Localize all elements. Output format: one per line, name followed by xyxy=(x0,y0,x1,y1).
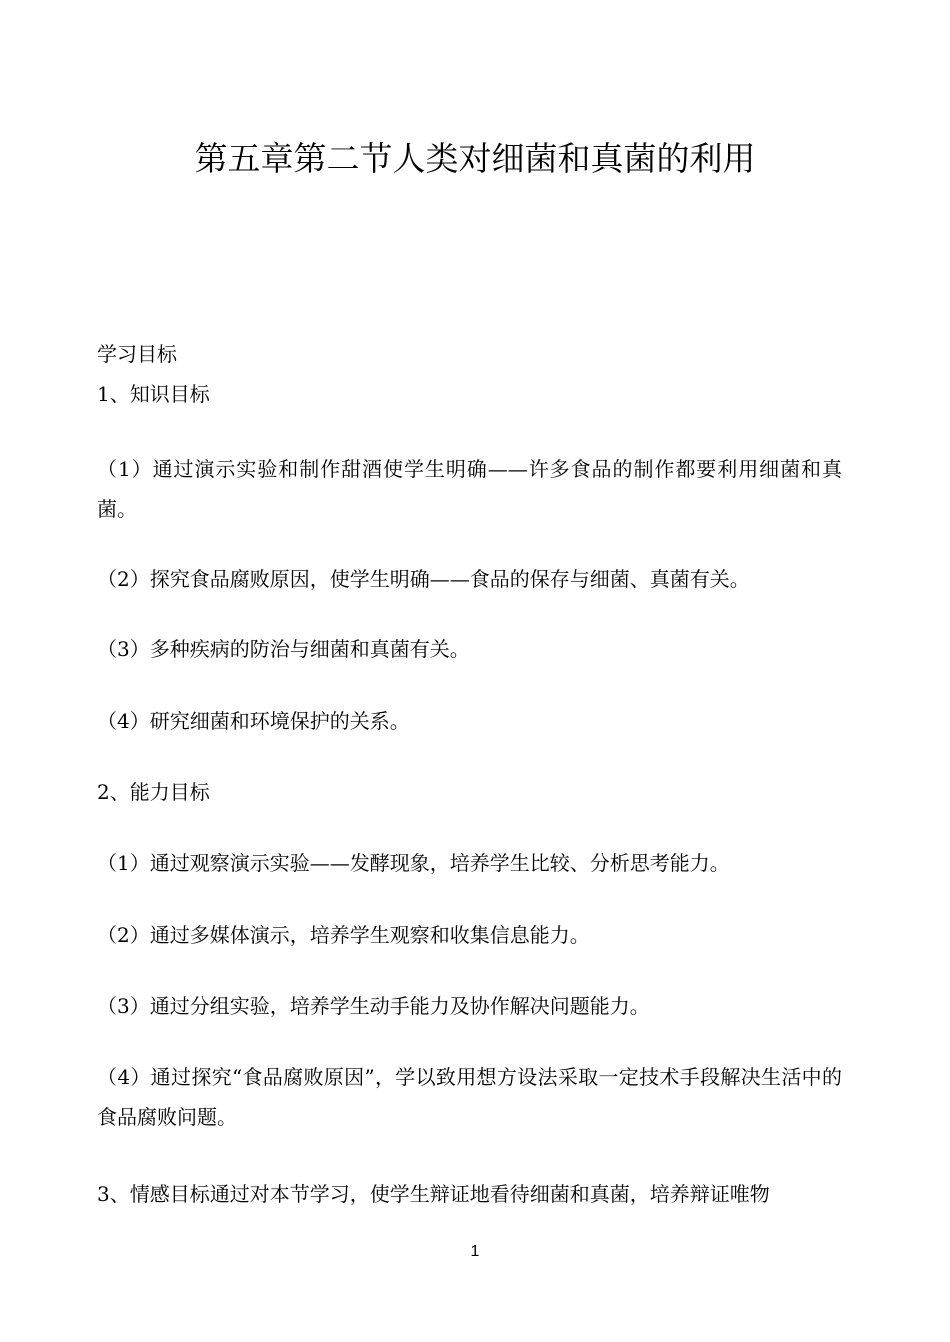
knowledge-goals-heading: 1、知识目标 xyxy=(97,382,210,406)
ability-item-2: （2）通过多媒体演示，培养学生观察和收集信息能力。 xyxy=(97,923,590,947)
emotion-goals-text: 3、情感目标通过对本节学习，使学生辩证地看待细菌和真菌，培养辩证唯物 xyxy=(97,1182,770,1206)
page-number: 1 xyxy=(470,1243,480,1260)
ability-item-1: （1）通过观察演示实验——发酵现象，培养学生比较、分析思考能力。 xyxy=(97,851,730,875)
knowledge-item-2: （2）探究食品腐败原因，使学生明确——食品的保存与细菌、真菌有关。 xyxy=(97,567,750,591)
ability-item-3: （3）通过分组实验，培养学生动手能力及协作解决问题能力。 xyxy=(97,994,650,1018)
knowledge-item-3: （3）多种疾病的防治与细菌和真菌有关。 xyxy=(97,637,470,661)
section-heading-learning-goals: 学习目标 xyxy=(97,342,177,366)
ability-item-4: （4）通过探究“食品腐败原因”，学以致用想方设法采取一定技术手段解决生活中的食品腐败问题。 xyxy=(97,1065,842,1129)
ability-goals-heading: 2、能力目标 xyxy=(97,780,210,804)
document-title: 第五章第二节人类对细菌和真菌的利用 xyxy=(194,139,756,178)
knowledge-item-1: （1）通过演示实验和制作甜酒使学生明确——许多食品的制作都要利用细菌和真菌。 xyxy=(97,457,842,521)
knowledge-item-4: （4）研究细菌和环境保护的关系。 xyxy=(97,709,410,733)
